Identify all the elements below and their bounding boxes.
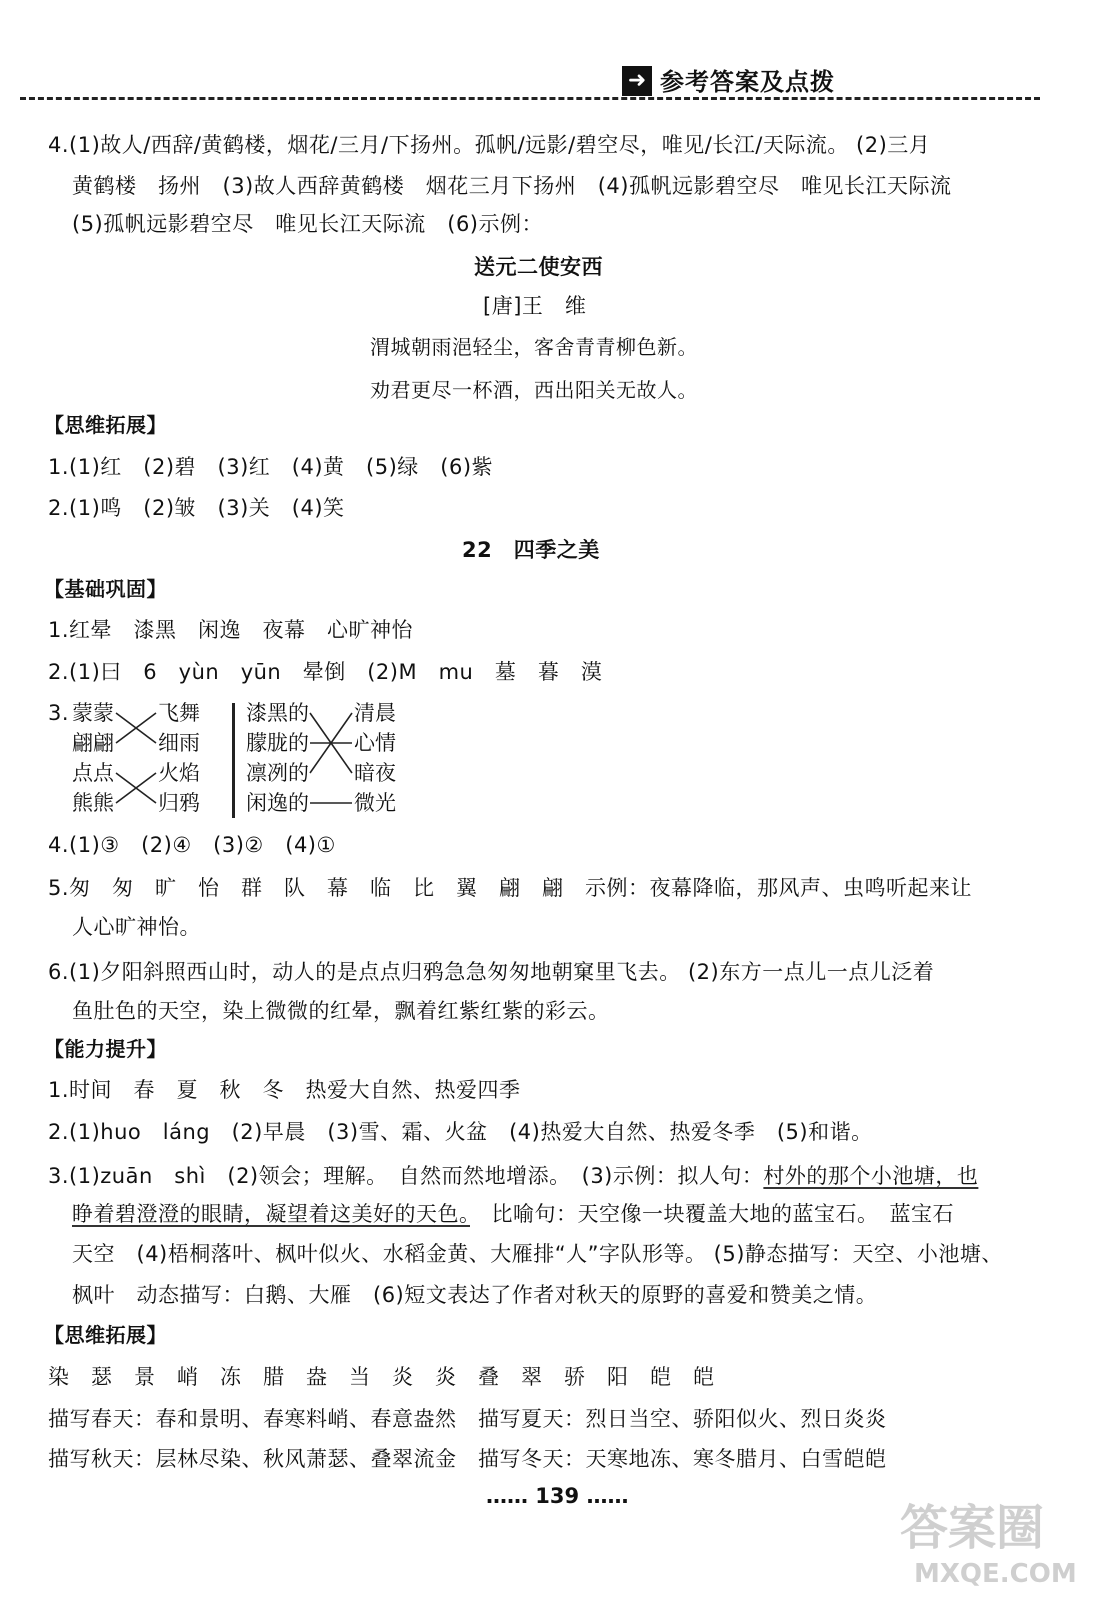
thinking2-chars: 染 瑟 景 峭 冻 腊 盎 当 炎 炎 叠 翠 骄 阳 皑 皑 <box>48 1365 715 1389</box>
match-right-a-3: 凛冽的 <box>246 761 309 785</box>
poem-line-1: 渭城朝雨浥轻尘，客舍青青柳色新。 <box>370 335 698 359</box>
q4-line-1: 4.(1)故人/西辞/黄鹤楼，烟花/三月/下扬州。孤帆/远影/碧空尽，唯见/长江/天际流。 (2)三月 <box>48 133 931 157</box>
match-left-a-3: 点点 <box>72 761 114 785</box>
thinking2-autumn-winter: 描写秋天：层林尽染、秋风萧瑟、叠翠流金 描写冬天：天寒地冻、寒冬腊月、白雪皑皑 <box>48 1447 887 1471</box>
match-right-b-2: 心情 <box>354 731 396 755</box>
match-right-b-1: 清晨 <box>354 701 396 725</box>
ability-item-3-line-3: 天空 (4)梧桐落叶、枫叶似火、水稻金黄、大雁排“人”字队形等。 (5)静态描写：天空、小池塘、 <box>72 1242 1003 1266</box>
section-heading-ability: 【能力提升】 <box>44 1037 167 1061</box>
match-right-a-2: 朦胧的 <box>246 731 309 755</box>
match-left-b-2: 细雨 <box>158 731 200 755</box>
ability-item-3-line-1 <box>48 1161 978 1191</box>
basics-item-3-number: 3. <box>48 701 70 725</box>
watermark-logo: 答案圈 <box>900 1500 1045 1556</box>
basics-item-1: 1.红晕 漆黑 闲逸 夜幕 心旷神怡 <box>48 618 414 642</box>
thinking1-item-1: 1.(1)红 (2)碧 (3)红 (4)黄 (5)绿 (6)紫 <box>48 455 494 479</box>
right-arrow-icon: ➜ <box>622 66 652 96</box>
basics-item-5-line-1: 5.匆 匆 旷 怡 群 队 幕 临 比 翼 翩 翩 示例：夜幕降临，那风声、虫鸣听起来让 <box>48 876 973 900</box>
match-right-b-3: 暗夜 <box>354 761 396 785</box>
match-right-b-4: 微光 <box>354 791 396 815</box>
thinking1-item-2: 2.(1)鸣 (2)皱 (3)关 (4)笑 <box>48 496 345 520</box>
basics-item-6-line-2: 鱼肚色的天空，染上微微的红晕，飘着红紫红紫的彩云。 <box>72 999 610 1023</box>
match-left-a-2: 翩翩 <box>72 731 114 755</box>
poem-title: 送元二使安西 <box>474 255 603 279</box>
watermark-url: MXQE.COM <box>914 1559 1077 1589</box>
match-left-a-1: 蒙蒙 <box>72 701 114 725</box>
ability-item-3-line-2 <box>72 1199 954 1229</box>
basics-item-6-line-1: 6.(1)夕阳斜照西山时，动人的是点点归鸦急急匆匆地朝窠里飞去。 (2)东方一点儿一点儿泛着 <box>48 960 935 984</box>
poem-author: [唐]王 维 <box>483 294 587 318</box>
underlined-sentence-part-2: 睁着碧澄澄的眼睛，凝望着这美好的天色。 <box>72 1202 470 1226</box>
q4-line-2: 黄鹤楼 扬州 (3)故人西辞黄鹤楼 烟花三月下扬州 (4)孤帆远影碧空尽 唯见长江天际流 <box>72 174 952 198</box>
section-heading-basics: 【基础巩固】 <box>44 577 167 601</box>
thinking2-spring-summer: 描写春天：春和景明、春寒料峭、春意盎然 描写夏天：烈日当空、骄阳似火、烈日炎炎 <box>48 1407 887 1431</box>
ability-item-3-line-4: 枫叶 动态描写：白鹅、大雁 (6)短文表达了作者对秋天的原野的喜爱和赞美之情。 <box>72 1283 878 1307</box>
match-right-a-1: 漆黑的 <box>246 701 309 725</box>
basics-item-4: 4.(1)③ (2)④ (3)② (4)① <box>48 833 336 857</box>
underlined-sentence-part-1: 村外的那个小池塘，也 <box>763 1164 979 1188</box>
match-left-b-3: 火焰 <box>158 761 200 785</box>
ability-item-3-line-2-text: 比喻句：天空像一块覆盖大地的蓝宝石。 蓝宝石 <box>470 1202 954 1226</box>
match-left-b-4: 归鸦 <box>158 791 200 815</box>
match-left-b-1: 飞舞 <box>158 701 200 725</box>
ability-item-1: 1.时间 春 夏 秋 冬 热爱大自然、热爱四季 <box>48 1078 521 1102</box>
ability-item-3-line-1-text: 3.(1)zuān shì (2)领会；理解。 自然而然地增添。 (3)示例：拟人句： <box>48 1164 764 1188</box>
ability-item-2: 2.(1)huo láng (2)早晨 (3)雪、霜、火盆 (4)热爱大自然、热爱冬季 (5)和谐。 <box>48 1120 873 1144</box>
page-number: …… 139 …… <box>486 1484 629 1508</box>
basics-item-5-line-2: 人心旷神怡。 <box>72 915 201 939</box>
header-title: 参考答案及点拨 <box>660 68 835 96</box>
basics-item-2: 2.(1)曰 6 yùn yūn 晕倒 (2)M mu 墓 暮 漠 <box>48 660 603 684</box>
match-left-a-4: 熊熊 <box>72 791 114 815</box>
section-heading-thinking-2: 【思维拓展】 <box>44 1323 167 1347</box>
section-heading-thinking-1: 【思维拓展】 <box>44 413 167 437</box>
q4-line-3: (5)孤帆远影碧空尽 唯见长江天际流 (6)示例： <box>72 212 543 236</box>
lesson-title: 22 四季之美 <box>462 538 600 562</box>
match-right-a-4: 闲逸的 <box>246 791 309 815</box>
poem-line-2: 劝君更尽一杯酒，西出阳关无故人。 <box>370 378 698 402</box>
